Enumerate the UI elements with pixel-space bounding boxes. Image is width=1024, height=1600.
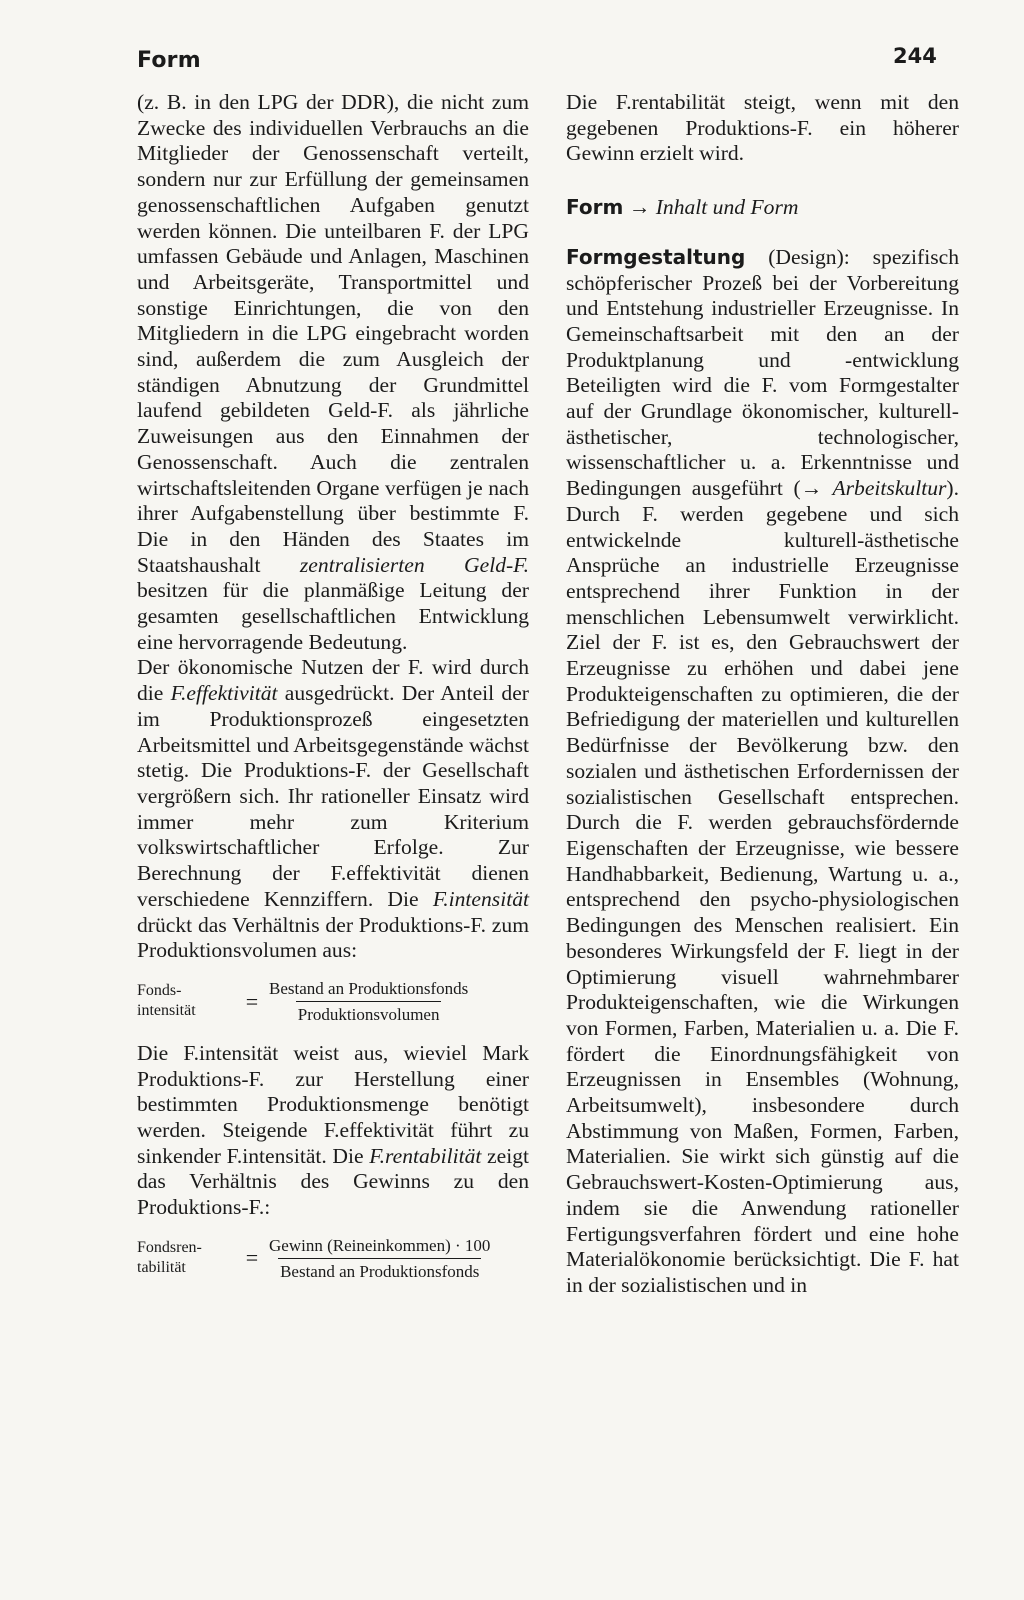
italic-term: zentralisierten Geld-F. <box>299 552 529 577</box>
crossref-link: Inhalt und Form <box>655 195 799 220</box>
formula-denominator: Bestand an Produktionsfonds <box>278 1258 481 1282</box>
paragraph-intensitaet <box>137 1041 529 1221</box>
paragraph-effektivitaet <box>137 655 529 963</box>
running-head: Form <box>137 48 201 73</box>
entry-form-crossref <box>566 195 959 221</box>
italic-term: F.effektivität <box>170 681 278 706</box>
formula-label <box>137 981 241 1021</box>
italic-term: F.intensität <box>432 886 529 911</box>
formula-fondsrentabilitaet <box>137 1235 529 1282</box>
text-run: ausgedrückt. Der Anteil der im Produktionsprozeß eingesetzten Arbeitsmittel und Arbeitsgegenstände wächst stetig. Die Produktions-F. der Gesellschaft vergrößern sich. Ihr rationeller Einsatz wird immer mehr zum Kriterium volkswirtschaftlicher Erfolge. Zur Berechnung der F.effektivität dienen verschiedene Kennziffern. Die <box>137 681 529 911</box>
left-column <box>137 90 529 1298</box>
formula-label-line: tabilität <box>137 1259 186 1277</box>
crossref-link: Arbeitskultur <box>822 476 947 501</box>
entry-headword: Formgestaltung <box>566 244 746 269</box>
formula-numerator: Bestand an Produktionsfonds <box>269 978 469 998</box>
entry-headword: Form <box>566 195 624 220</box>
text-run: Der ökonomische Nutzen der F. wird durch die <box>137 655 529 706</box>
formula-fondsintensitaet <box>137 978 529 1025</box>
formula-label-line: intensität <box>137 1002 196 1020</box>
right-column <box>566 90 959 1299</box>
formula-fraction <box>267 1235 492 1282</box>
paragraph-fonds-continued <box>137 90 529 655</box>
arrow-icon: → <box>800 476 823 501</box>
formula-label <box>137 1238 241 1278</box>
formula-equals: = <box>245 988 259 1014</box>
text-run: Die F.intensität weist aus, wieviel Mark Produktions-F. zur Herstellung einer bestimmten Produktionsmenge benötigt werden. Steigende F.effektivität führt zu sinkender F.intensität. Die <box>137 1040 529 1168</box>
text-run: drückt das Verhältnis der Produktions-F. zum Produktionsvolumen aus: <box>137 912 529 963</box>
page-number: 244 <box>893 44 937 68</box>
formula-label-line: Fonds- <box>137 982 182 1000</box>
text-run: (Design): spezifisch schöpferischer Prozeß bei der Vorbereitung und Entstehung industrieller Erzeugnisse. In Gemeinschaftsarbeit mit den an der Produktplanung und -entwicklung Beteiligten wird die F. vom Formgestalter auf der Grundlage ökonomischer, kulturell-ästhetischer, technologischer, wissenschaftlicher u. a. Erkenntnisse und Bedingungen ausgeführt ( <box>566 244 959 501</box>
formula-label-line: Fondsren- <box>137 1239 202 1257</box>
entry-formgestaltung <box>566 245 959 1299</box>
formula-numerator: Gewinn (Reineinkommen) · 100 <box>269 1235 491 1255</box>
formula-denominator: Produktionsvolumen <box>296 1001 442 1025</box>
formula-fraction <box>267 978 470 1025</box>
italic-term: F.rentabilität <box>369 1143 482 1168</box>
text-run: besitzen für die planmäßige Leitung der gesamten gesellschaftlichen Entwicklung eine hervorragende Bedeutung. <box>137 578 529 654</box>
formula-equals: = <box>245 1245 259 1271</box>
paragraph-rentabilitaet-end: Die F.rentabilität steigt, wenn mit den gegebenen Produktions-F. ein höherer Gewinn erzielt wird. <box>566 90 959 166</box>
text-run: zeigt das Verhältnis des Gewinns zu den Produktions-F.: <box>137 1143 529 1220</box>
text-run: ). Durch F. werden gegebene und sich entwickelnde kulturell-ästhetische Ansprüche an industrielle Erzeugnisse entsprechend ihrer Funktion in der menschlichen Lebensumwelt verwirklicht. Ziel der F. ist es, den Gebrauchswert der Erzeugnisse zu erhöhen und dabei jene Produkteigenschaften zu optimieren, die der Befriedigung der materiellen und kulturellen Bedürfnisse der Bevölkerung bzw. den sozialen und ästhetischen Erfordernissen der sozialistischen Gesellschaft entsprechen. Durch die F. werden gebrauchsfördernde Eigenschaften der Erzeugnisse, wie bessere Handhabbarkeit, Bedienung, Wartung u. a., entsprechend den psycho-physiologischen Bedingungen des Menschen realisiert. Ein besonderes Wirkungsfeld der F. liegt in der Optimierung visuell wahrnehmbarer Produkteigenschaften, wie die Wirkungen von Formen, Farben, Materialien u. a. Die F. fördert die Einordnungsfähigkeit von Erzeugnissen in Ensembles (Wohnung, Arbeitsumwelt), insbesondere durch Abstimmung von Maßen, Formen, Farben, Materialien. Sie wirkt sich günstig auf die Gebrauchswert-Kosten-Optimierung aus, indem sie die Anwendung rationeller Fertigungsverfahren fördert und eine hohe Materialökonomie berücksichtigt. Die F. hat in der sozialistischen und in <box>566 476 959 1297</box>
arrow-icon: → <box>628 195 651 220</box>
text-run: (z. B. in den LPG der DDR), die nicht zum Zwecke des individuellen Verbrauchs an die Mitglieder der Genossenschaft verteilt, sondern nur zur Erfüllung der gemeinsamen genossenschaftlichen Aufgaben genutzt werden können. Die unteilbaren F. der LPG umfassen Gebäude und Anlagen, Maschinen und Arbeitsgeräte, Transportmittel und sonstige Einrichtungen, die von den Mitgliedern in die LPG eingebracht worden sind, außerdem die zum Ausgleich der ständigen Abnutzung der Grundmittel laufend gebildeten Geld-F. als jährliche Zuweisungen aus den Einnahmen der Genossenschaft. Auch die zentralen wirtschaftsleitenden Organe verfügen je nach ihrer Aufgabenstellung über bestimmte F. Die in den Händen des Staates im Staatshaushalt <box>137 90 529 577</box>
